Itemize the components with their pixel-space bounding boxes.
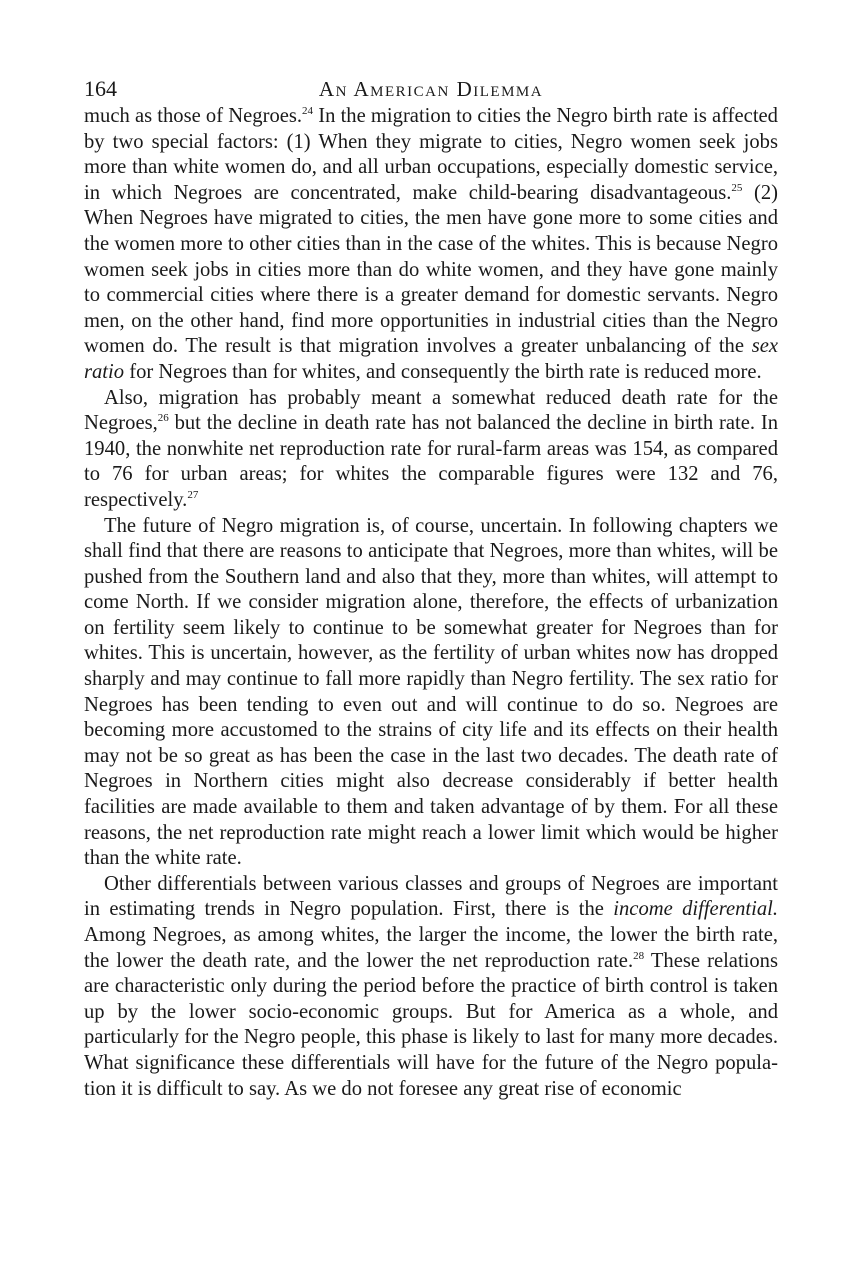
footnote-marker: 25	[731, 181, 743, 194]
paragraph-text: (2) When Negroes have migrated to cities, the men have gone more to some cities and the women more to other cities than in the case of the whites. This is because Negro women seek jobs in cities more than do white women, and they have gone mainly to commercial cities where there is a greater demand for domestic servants. Negro men, on the other hand, find more opportunities in industrial cities than the Negro women do. The result is that migration involves a greater unbalancing of the	[84, 181, 778, 358]
footnote-marker: 26	[157, 412, 169, 425]
body-text	[84, 104, 778, 1102]
paragraph-text: The future of Negro migration is, of course, uncertain. In following chapters we shall find that there are reasons to anticipate that Negroes, more than whites, will be pushed from the Southern land and also that they, more than whites, will attempt to come North. If we consider migration alone, therefore, the effects of urbanization on fertility seem likely to continue to be somewhat greater for Negroes than for whites. This is uncertain, however, as the fertility of urban whites now has dropped sharply and may continue to fall more rapidly than Negro fertility. The sex ratio for Negroes has been tending to even out and will continue to do so. Negroes are becoming more accustomed to the strains of city life and its effects on their health may not be so great as has been the case in the last two decades. The death rate of Negroes in Northern cities might also decrease considerably if better health facilities are made available to them and taken advantage of by them. For all these reasons, the net reproduction rate might reach a lower limit which would be higher than the white rate.	[84, 514, 778, 870]
paragraph-text: much as those of Negroes.	[84, 105, 303, 127]
footnote-marker: 27	[187, 489, 199, 502]
footnote-marker: 28	[633, 949, 645, 962]
paragraph-text: for Negroes than for whites, and consequently the birth rate is reduced more.	[124, 360, 762, 383]
footnote-marker: 24	[302, 105, 314, 118]
book-page	[84, 74, 778, 1102]
page-number: 164	[84, 76, 117, 101]
paragraph	[84, 104, 778, 386]
paragraph-text: Other differentials between various classes and groups of Negroes are important in estimating trends in Negro population. First, there is the	[84, 872, 778, 921]
running-title: An American Dilemma	[318, 77, 544, 101]
paragraph-text: These relations are characteristic only during the period before the practice of birth control is taken up by the lower socio-economic groups. But for America as a whole, and particularly for the Negro people, this phase is likely to last for many more decades. What significance these differentials will have for the future of the Negro population it is difficult to say. As we do not foresee any great rise of economic	[84, 949, 778, 1100]
running-head	[84, 74, 778, 104]
paragraph-text: Among Negroes, as among whites, the larger the income, the lower the birth rate, the lower the death rate, and the lower the net reproduction rate.	[84, 924, 778, 972]
paragraph	[84, 514, 778, 872]
paragraph	[84, 872, 778, 1102]
paragraph	[84, 386, 778, 514]
emphasized-term: sex ratio	[84, 335, 778, 383]
paragraph-text: Also, migration has probably meant a somewhat reduced death rate for the Negroes,	[84, 386, 778, 435]
emphasized-term: income differential.	[613, 898, 778, 921]
paragraph-text: but the decline in death rate has not balanced the decline in birth rate. In 1940, the nonwhite net reproduction rate for rural-farm areas was 154, as compared to 76 for urban areas; for whites the comparable figures were 132 and 76, respectively.	[84, 412, 778, 511]
paragraph-text: In the migration to cities the Negro birth rate is affected by two special factors: (1) When they migrate to cities, Negro women seek jobs more than white women do, and all urban occupations, especially domestic service, in which Negroes are concentrated, make child-bearing disadvantageous.	[84, 105, 778, 204]
